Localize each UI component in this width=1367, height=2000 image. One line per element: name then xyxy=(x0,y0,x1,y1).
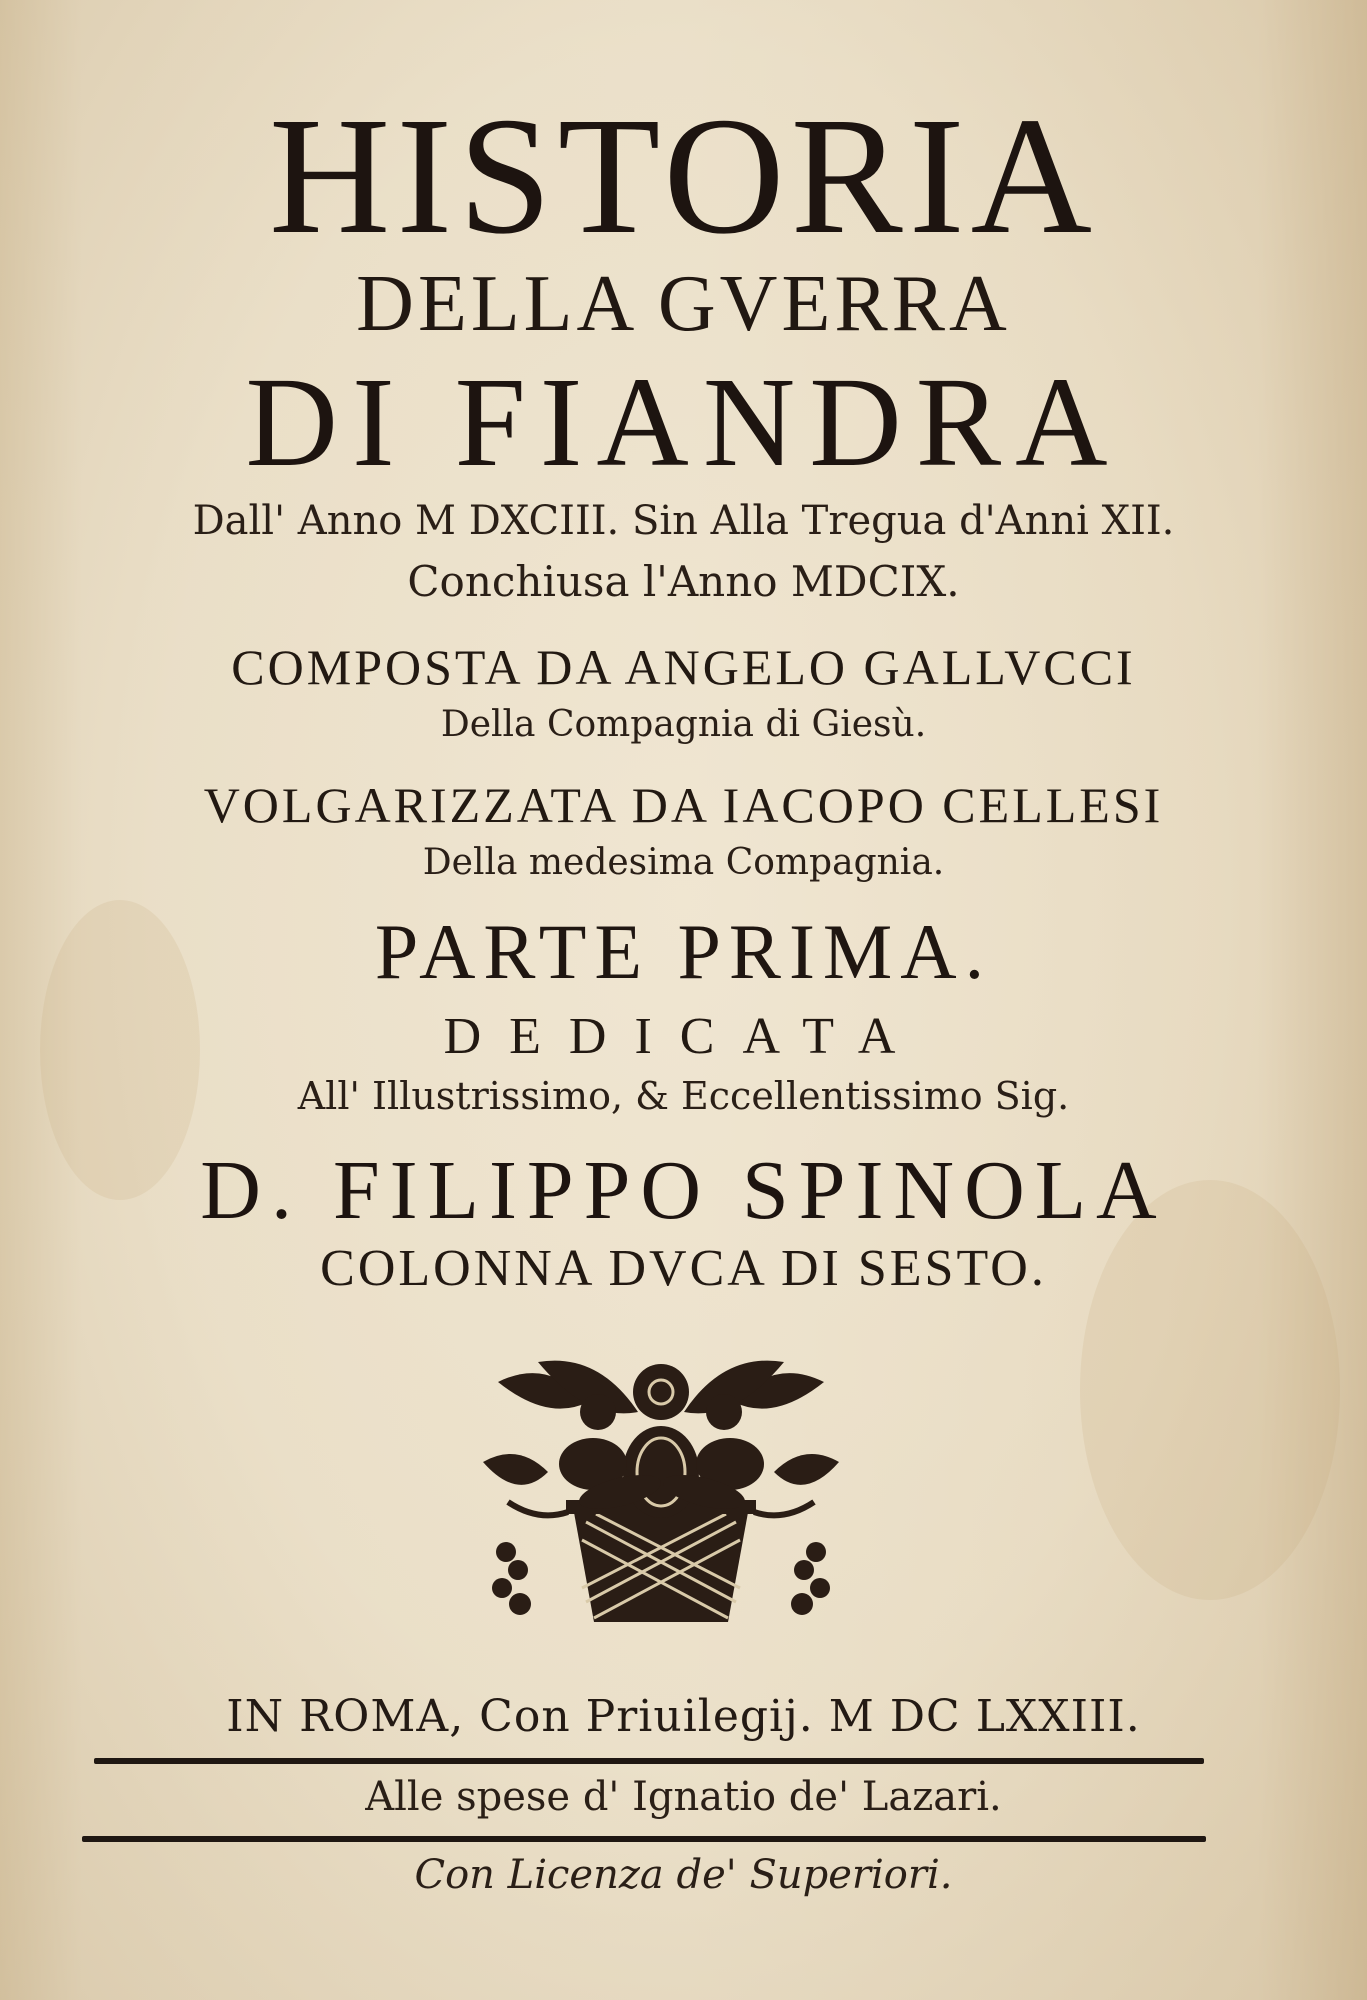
flower-basket-woodcut-icon xyxy=(478,1352,844,1632)
dedicatee-title: COLONNA DVCA DI SESTO. xyxy=(320,1240,1047,1297)
translator-order-line: Della medesima Compagnia. xyxy=(422,842,945,883)
book-title-place: DI FIANDRA xyxy=(245,351,1122,493)
dedication-heading: DEDICATA xyxy=(443,1008,924,1065)
date-range-line: Dall' Anno M DXCIII. Sin Alla Tregua d'Anni XII. xyxy=(192,498,1175,544)
author-order-line: Della Compagnia di Giesù. xyxy=(440,704,927,745)
imprint-line: IN ROMA, Con Priuilegij. M DC LXXIII. xyxy=(226,1691,1141,1742)
dedicatee-name: D. FILIPPO SPINOLA xyxy=(200,1144,1167,1237)
author-line: COMPOSTA DA ANGELO GALLVCCI xyxy=(231,639,1136,695)
translator-line: VOLGARIZZATA DA IACOPO CELLESI xyxy=(203,777,1164,833)
book-title: HISTORIA xyxy=(269,83,1098,269)
imprint-rule-top xyxy=(94,1758,1204,1764)
dedicatee-honorific: All' Illustrissimo, & Eccellentissimo Sig. xyxy=(297,1074,1070,1118)
part-heading: PARTE PRIMA. xyxy=(374,908,993,995)
license-line: Con Licenza de' Superiori. xyxy=(414,1852,953,1898)
date-end-line: Conchiusa l'Anno MDCIX. xyxy=(407,557,960,606)
publisher-line: Alle spese d' Ignatio de' Lazari. xyxy=(365,1774,1002,1820)
imprint-rule-bottom xyxy=(82,1836,1206,1842)
book-subtitle: DELLA GVERRA xyxy=(356,260,1011,348)
